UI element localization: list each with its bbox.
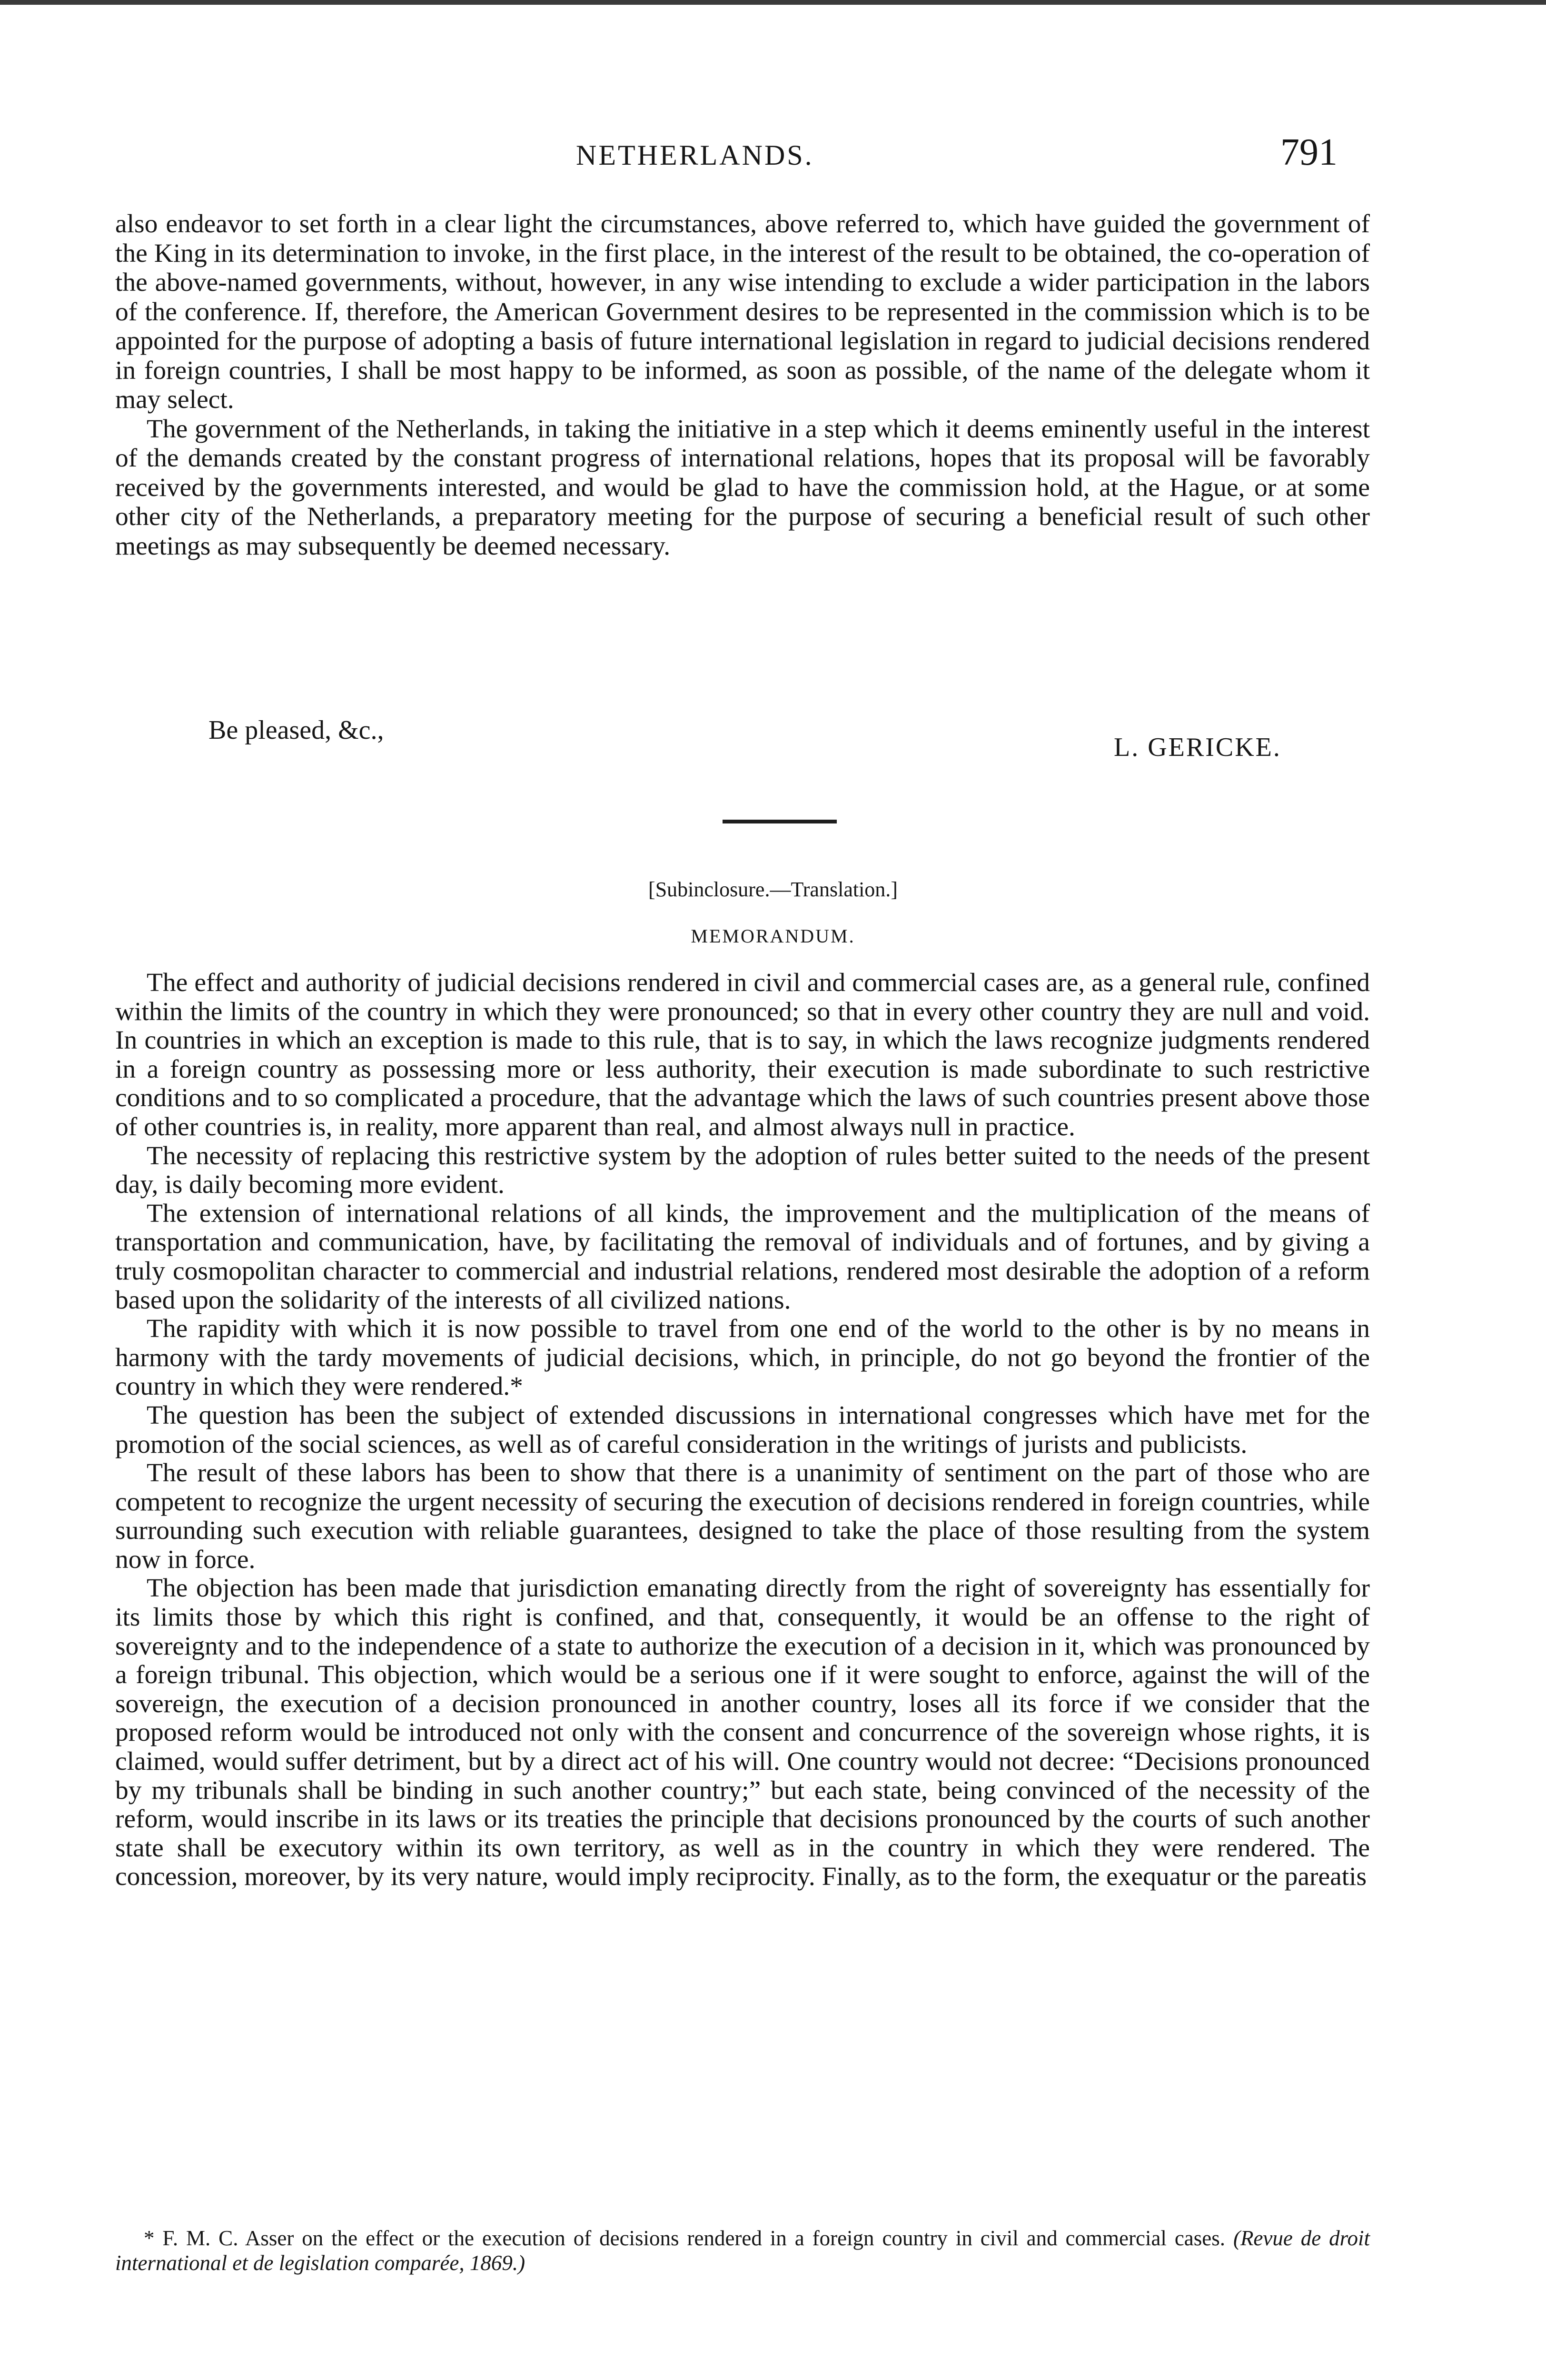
subinclosure-label: [Subinclosure.—Translation.]	[648, 878, 898, 901]
memorandum-paragraph: The extension of international relations of all kinds, the improvement and the multiplication of the means of transportation and communication, have, by facilitating the removal of individuals and of fortunes, and by giving a truly cosmopolitan character to commercial and industrial relations, rendered most desirable the adoption of a reform based upon the solidarity of the interests of all civilized nations.	[115, 1199, 1370, 1315]
memorandum-title: MEMORANDUM.	[691, 925, 855, 947]
memorandum-paragraph: The objection has been made that jurisdiction emanating directly from the right of sovereignty has essentially for its limits those by which this right is confined, and that, consequently, it would be an offense to the right of sovereignty and to the independence of a state to authorize the execution of a decision in it, which was pronounced by a foreign tribunal. This objection, which would be a serious one if it were sought to enforce, against the will of the sovereign, the execution of a decision pronounced in another country, loses all its force if we consider that the proposed reform would be introduced not only with the consent and concurrence of the sovereign whose rights, it is claimed, would suffer detriment, but by a direct act of his will. One country would not decree: “Decisions pronounced by my tribunals shall be binding in such another country;” but each state, being convinced of the necessity of the reform, would inscribe in its laws or its treaties the principle that decisions pronounced by the courts of such another state shall be executory within its own territory, as well as in the country in which they were rendered. The concession, moreover, by its very nature, would imply reciprocity. Finally, as to the form, the exequatur or the pareatis	[115, 1574, 1370, 1892]
memorandum-body	[115, 969, 1370, 1892]
letter-paragraph: also endeavor to set forth in a clear light the circumstances, above referred to, which have guided the government of the King in its determination to invoke, in the first place, in the interest of the result to be obtained, the co-operation of the above-named governments, without, however, in any wise intending to exclude a wider participation in the labors of the conference. If, therefore, the American Government desires to be represented in the commission which is to be appointed for the purpose of adopting a basis of future international legislation in regard to judicial decisions rendered in foreign countries, I shall be most happy to be informed, as soon as possible, of the name of the delegate whom it may select.	[115, 209, 1370, 414]
memorandum-paragraph: The question has been the subject of extended discussions in international congresses which have met for the promotion of the social sciences, as well as of careful consideration in the writings of jurists and publicists.	[115, 1400, 1370, 1459]
footnote-text: * F. M. C. Asser on the effect or the execution of decisions rendered in a foreign country in civil and commercial cases.	[144, 2226, 1226, 2250]
letter-body	[115, 209, 1370, 561]
top-border-rule	[0, 0, 1546, 5]
letter-paragraph: The government of the Netherlands, in taking the initiative in a step which it deems eminently useful in the interest of the demands created by the constant progress of international relations, hopes that its proposal will be favorably received by the governments interested, and would be glad to have the commission hold, at the Hague, or at some other city of the Netherlands, a preparatory meeting for the purpose of securing a beneficial result of such other meetings as may subsequently be deemed necessary.	[115, 414, 1370, 561]
salutation: Be pleased, &c.,	[208, 715, 384, 745]
memorandum-paragraph: The effect and authority of judicial decisions rendered in civil and commercial cases are, as a general rule, confined within the limits of the country in which they were pronounced; so that in every other country they are null and void. In countries in which an exception is made to this rule, that is to say, in which the laws recognize judgments rendered in a foreign country as possessing more or less authority, their execution is made subordinate to such restrictive conditions and to so complicated a procedure, that the advantage which the laws of such countries present above those of other countries is, in reality, more apparent than real, and almost always null in practice.	[115, 968, 1370, 1141]
page-number: 791	[1280, 131, 1338, 173]
memorandum-paragraph: The necessity of replacing this restrictive system by the adoption of rules better suited to the needs of the present day, is daily becoming more evident.	[115, 1141, 1370, 1200]
footnote-source: (Revue de droit international et de legislation comparée, 1869.)	[115, 2226, 1370, 2275]
letter-closing	[115, 715, 1370, 772]
memorandum-paragraph: The result of these labors has been to show that there is a unanimity of sentiment on the part of those who are competent to recognize the urgent necessity of securing the execution of decisions rendered in foreign countries, while surrounding such execution with reliable guarantees, designed to take the place of those resulting from the system now in force.	[115, 1458, 1370, 1574]
signature: L. GERICKE.	[1114, 733, 1281, 762]
memorandum-paragraph: The rapidity with which it is now possible to travel from one end of the world to the other is by no means in harmony with the tardy movements of judicial decisions, which, in principle, do not go beyond the frontier of the country in which they were rendered.*	[115, 1314, 1370, 1401]
footnote	[115, 2226, 1370, 2275]
section-divider	[723, 820, 837, 823]
running-head: NETHERLANDS.	[576, 139, 814, 171]
